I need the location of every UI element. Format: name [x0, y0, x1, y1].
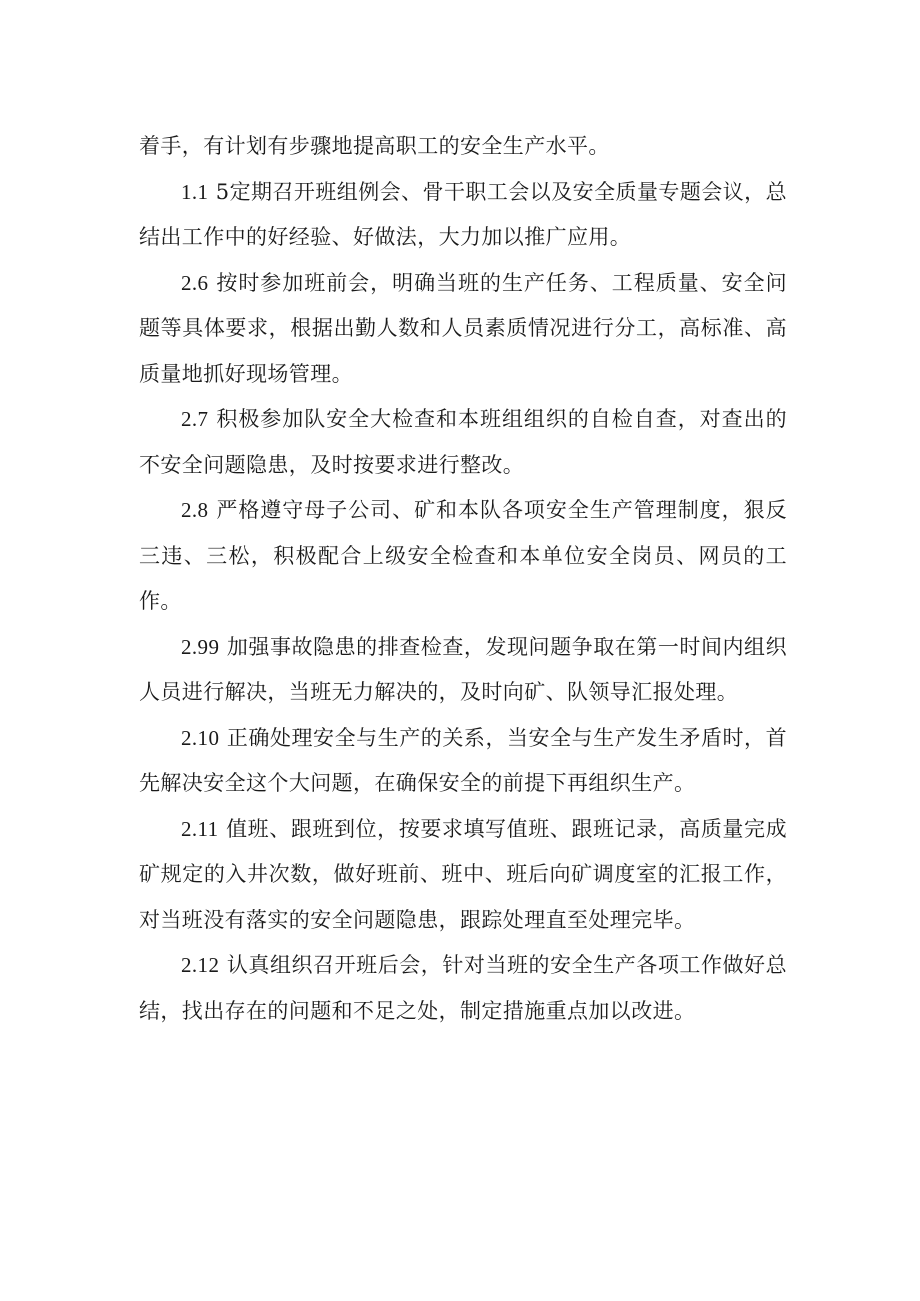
paragraph-text: 认真组织召开班后会，针对当班的安全生产各项工作做好总结，找出存在的问题和不足之处，制定措施重点加以改进。 [139, 953, 787, 1023]
document-body [139, 124, 787, 1034]
paragraph-continued [139, 124, 787, 170]
paragraph-2-99 [139, 625, 787, 716]
paragraph-text: 严格遵守母子公司、矿和本队各项安全生产管理制度，狠反三违、三松，积极配合上级安全检查和本单位安全岗员、网员的工作。 [139, 498, 787, 613]
paragraph-number: 2.10 [181, 725, 220, 750]
paragraph-text: 加强事故隐患的排查检查，发现问题争取在第一时间内组织人员进行解决，当班无力解决的，及时向矿、队领导汇报处理。 [139, 634, 787, 704]
paragraph-1-1 [139, 170, 787, 261]
paragraph-number: 2.12 [181, 953, 220, 977]
paragraph-number: 2.7 [181, 407, 209, 431]
paragraph-2-6 [139, 261, 787, 398]
paragraph-number: 2.6 [181, 270, 209, 295]
paragraph-2-10 [139, 716, 787, 807]
paragraph-number: 2.99 [181, 634, 220, 659]
paragraph-text: 5定期召开班组例会、骨干职工会以及安全质量专题会议，总结出工作中的好经验、好做法，大力加以推广应用。 [139, 179, 787, 249]
paragraph-text: 按时参加班前会，明确当班的生产任务、工程质量、安全问题等具体要求，根据出勤人数和人员素质情况进行分工，高标准、高质量地抓好现场管理。 [139, 270, 787, 386]
paragraph-text: 值班、跟班到位，按要求填写值班、跟班记录，高质量完成矿规定的入井次数，做好班前、班中、班后向矿调度室的汇报工作，对当班没有落实的安全问题隐患，跟踪处理直至处理完毕。 [139, 816, 787, 932]
paragraph-2-7 [139, 397, 787, 488]
paragraph-2-11 [139, 807, 787, 944]
paragraph-2-12 [139, 943, 787, 1034]
paragraph-text: 着手，有计划有步骤地提高职工的安全生产水平。 [139, 134, 610, 158]
paragraph-text: 积极参加队安全大检查和本班组组织的自检自查，对查出的不安全问题隐患，及时按要求进行整改。 [139, 407, 787, 477]
paragraph-number: 2.8 [181, 498, 209, 522]
paragraph-number: 1.1 [181, 179, 209, 204]
paragraph-number: 2.11 [181, 816, 219, 841]
paragraph-2-8 [139, 488, 787, 625]
paragraph-text: 正确处理安全与生产的关系，当安全与生产发生矛盾时，首先解决安全这个大问题，在确保安全的前提下再组织生产。 [139, 725, 787, 795]
